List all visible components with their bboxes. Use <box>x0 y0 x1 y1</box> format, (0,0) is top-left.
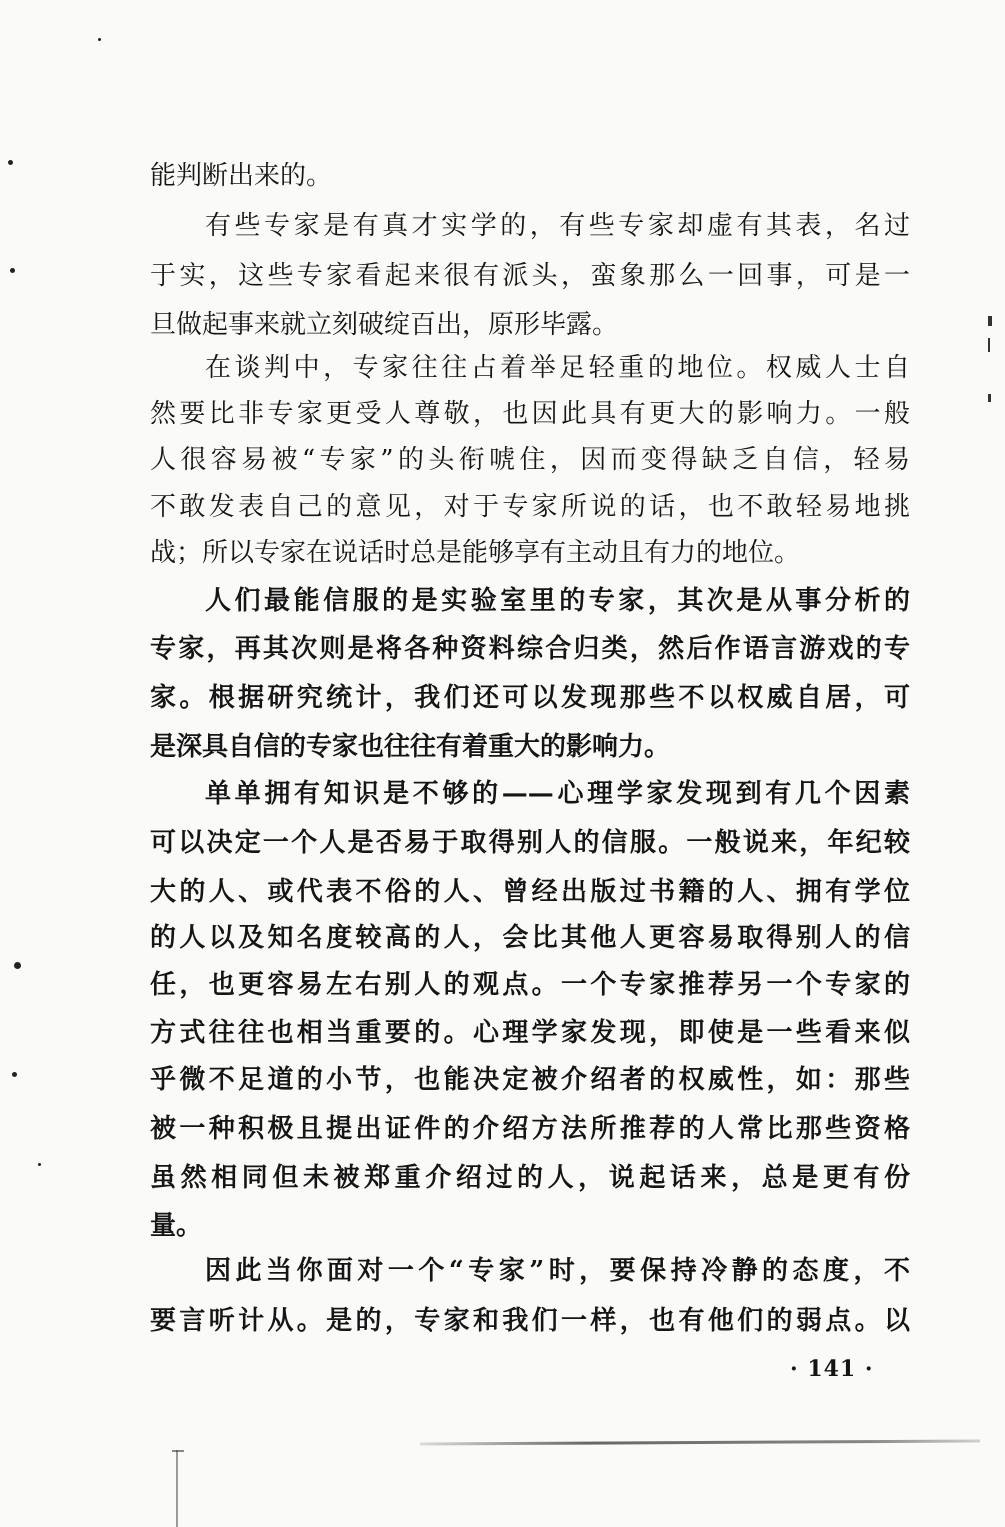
text-line: 不敢发表自己的意见，对于专家所说的话，也不敢轻易地挑 <box>150 492 910 522</box>
scan-edge-line <box>176 1450 178 1527</box>
text-line: 量。 <box>150 1211 203 1241</box>
text-line: 被一种积极且提出证件的介绍方法所推荐的人常比那些资格 <box>150 1114 910 1144</box>
text-line: 是深具自信的专家也往往有着重大的影响力。 <box>150 732 671 762</box>
text-line: 能判断出来的。 <box>150 161 333 191</box>
scan-edge-mark <box>988 316 992 326</box>
text-line: 的人以及知名度较高的人，会比其他人更容易取得别人的信 <box>150 923 910 953</box>
scan-rule-line <box>420 1440 980 1446</box>
scan-speck <box>10 268 15 273</box>
text-line: 旦做起事来就立刻破绽百出，原形毕露。 <box>150 310 619 340</box>
scan-speck <box>38 1163 41 1166</box>
text-line: 有些专家是有真才实学的，有些专家却虚有其表，名过 <box>205 211 910 241</box>
text-line: 要言听计从。是的，专家和我们一样，也有他们的弱点。以 <box>150 1306 910 1336</box>
text-line: 乎微不足道的小节，也能决定被介绍者的权威性，如：那些 <box>150 1065 910 1095</box>
text-line: 虽然相同但未被郑重介绍过的人，说起话来，总是更有份 <box>150 1163 910 1193</box>
text-line: 在谈判中，专家往往占着举足轻重的地位。权威人士自 <box>205 353 910 383</box>
scan-corner-mark <box>172 1450 184 1452</box>
scan-speck <box>98 38 101 41</box>
text-line: 战；所以专家在说话时总是能够享有主动且有力的地位。 <box>150 538 801 568</box>
text-line: 然要比非专家更受人尊敬，也因此具有更大的影响力。一般 <box>150 399 910 429</box>
text-line: 任，也更容易左右别人的观点。一个专家推荐另一个专家的 <box>150 970 910 1000</box>
scan-speck <box>12 1072 17 1077</box>
scan-edge-mark <box>988 394 991 402</box>
text-line: 可以决定一个人是否易于取得别人的信服。一般说来，年纪较 <box>150 828 910 858</box>
scan-edge-mark <box>988 338 990 352</box>
text-line: 于实，这些专家看起来很有派头，蛮象那么一回事，可是一 <box>150 261 910 291</box>
text-line: 方式往往也相当重要的。心理学家发现，即使是一些看来似 <box>150 1018 910 1048</box>
text-line: 家。根据研究统计，我们还可以发现那些不以权威自居，可 <box>150 683 910 713</box>
text-line: 人们最能信服的是实验室里的专家，其次是从事分析的 <box>205 586 910 616</box>
text-line: 人很容易被“专家”的头衔唬住，因而变得缺乏自信，轻易 <box>150 445 910 475</box>
text-line: 专家，再其次则是将各种资料综合归类，然后作语言游戏的专 <box>150 634 910 664</box>
text-line: 因此当你面对一个“专家”时，要保持冷静的态度，不 <box>205 1256 910 1286</box>
page-number: · 141 · <box>790 1356 874 1382</box>
text-line: 大的人、或代表不俗的人、曾经出版过书籍的人、拥有学位 <box>150 877 910 907</box>
scan-speck <box>14 962 21 969</box>
scan-speck <box>8 160 13 165</box>
text-line: 单单拥有知识是不够的——心理学家发现到有几个因素 <box>205 779 910 809</box>
